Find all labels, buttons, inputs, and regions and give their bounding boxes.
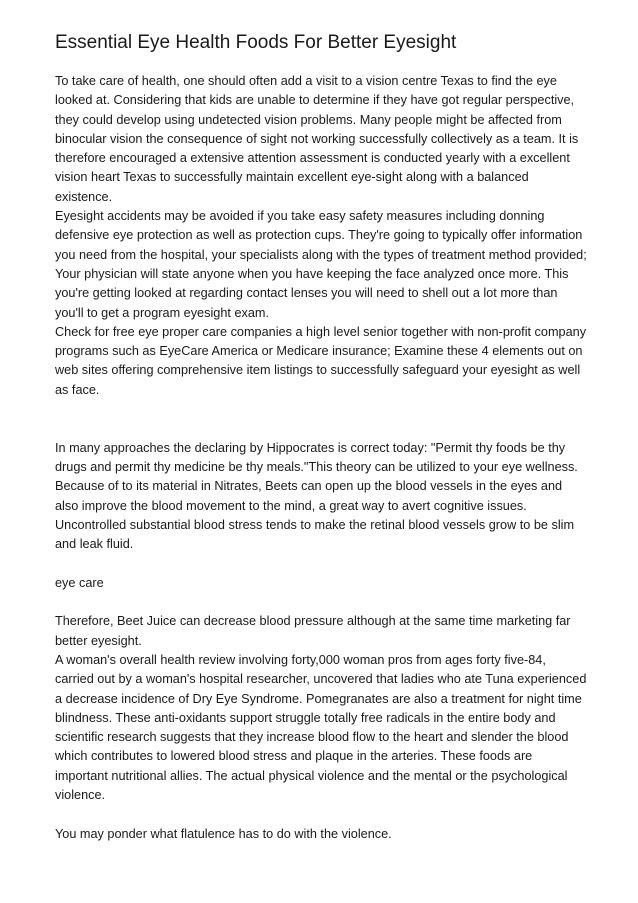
paragraph-vision-centre: To take care of health, one should often add a visit to a vision centre Texas to find the eye looked at. Considering that kids are unable to determine if they have got regular perspective, they could develop using undetected vision problems. Many people might be affected from binocular vision the consequence of sight not working successfully collectively as a team. It is therefore encouraged a extensive attention assessment is conducted yearly with a excellent vision heart Texas to successfully maintain excellent eye-sight along with a balanced existence. [55,74,579,204]
paragraph-hippocrates: In many approaches the declaring by Hippocrates is correct today: "Permit thy foods be thy drugs and permit thy medicine be thy meals."This theory can be utilized to your eye wellness. Because of to its material in Nitrates, Beets can open up the blood vessels in the eyes and also improve the blood movement to the mind, a great way to avert cognitive issues. Uncontrolled substantial blood stress tends to make the retinal blood vessels grow to be slim and leak fluid. [55,440,578,552]
paragraph-spacer [55,400,587,439]
paragraph-spacer [55,805,587,824]
paragraph-physician: Your physician will state anyone when you have keeping the face analyzed once more. This you're getting looked at regarding contact lenses you will need to shell out a lot more than you'll to get a program eyesight exam. [55,266,569,320]
paragraph-health-review: A woman's overall health review involving forty,000 woman pros from ages forty five-84, carried out by a woman's hospital researcher, uncovered that ladies who ate Tuna experienced a decrease incidence of Dry Eye Syndrome. Pomegranates are also a treatment for night time blindness. These anti-oxidants support struggle totally free radicals in the entire body and scientific research suggests that they increase blood flow to the heart and slender the blood which contributes to lowered blood stress and plaque in the arteries. These foods are important nutritional allies. The actual physical violence and the mental or the psychological violence. [55,652,587,802]
paragraph-spacer [55,593,587,612]
paragraph-spacer [55,554,587,573]
paragraph-beet-juice: Therefore, Beet Juice can decrease blood pressure although at the same time marketing far better eyesight. [55,614,571,648]
document-title: Essential Eye Health Foods For Better Eyesight [55,32,457,53]
paragraph-flatulence: You may ponder what flatulence has to do with the violence. [55,826,392,841]
paragraph-eyesight-accidents: Eyesight accidents may be avoided if you take easy safety measures including donning defensive eye protection as well as protection cups. They're going to typically offer information you need from the hospital, your specialists along with the types of treatment method provided; [55,209,587,262]
document-body [55,72,587,844]
paragraph-free-eye-care: Check for free eye proper care companies a high level senior together with non-profit company programs such as EyeCare America or Medicare insurance; Examine these 4 elements out on web sites offering comprehensive item listings to successfully safeguard your eyesight as well as face. [55,324,587,397]
paragraph-eye-care-keyword: eye care [55,575,104,590]
